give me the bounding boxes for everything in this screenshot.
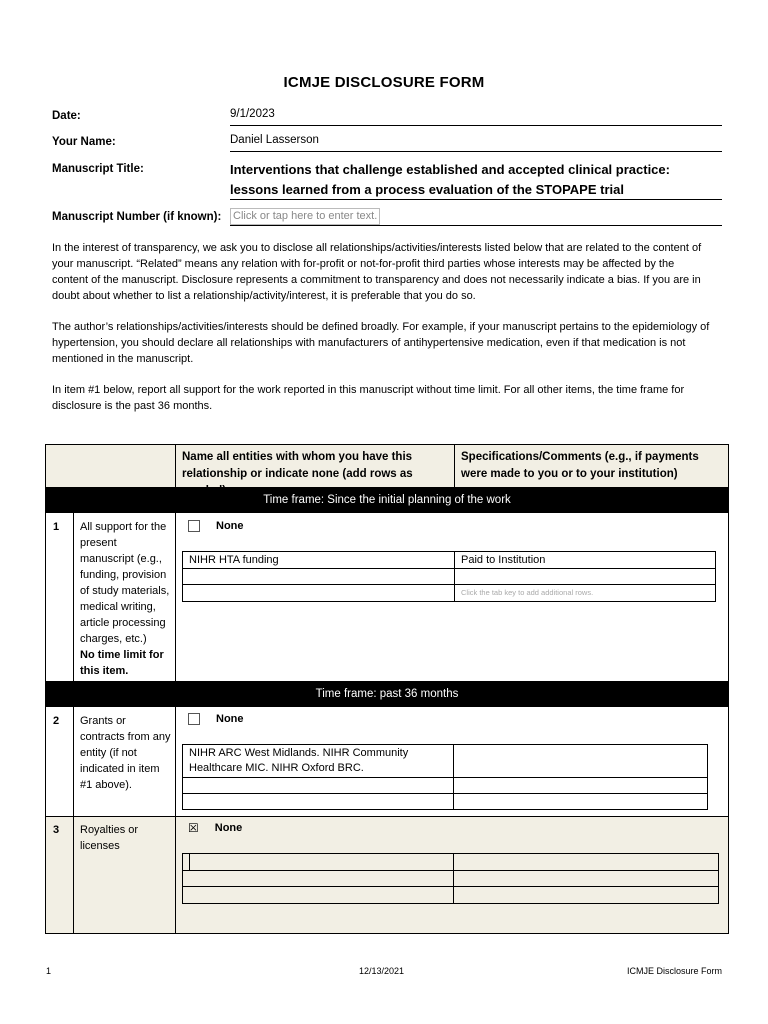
item1-description: [74, 513, 175, 679]
item2-number: 2: [53, 715, 60, 727]
footer-page-number: 1: [46, 966, 52, 976]
manuscript-number-field[interactable]: [230, 208, 722, 226]
item2-none-checkbox[interactable]: [188, 713, 200, 725]
item3-none-option[interactable]: [188, 822, 242, 834]
item3-none-checkbox[interactable]: ☒: [188, 821, 199, 835]
table-row[interactable]: [183, 887, 718, 904]
header-entities: Name all entities with whom you have this relationship or indicate none (add rows as: [182, 451, 413, 480]
item1-none-label: None: [216, 520, 244, 532]
item1-entries: [182, 551, 716, 602]
item2-none-label: None: [216, 713, 244, 725]
date-field[interactable]: 9/1/2023: [230, 108, 722, 126]
page-title: ICMJE DISCLOSURE FORM: [283, 74, 485, 91]
table-row[interactable]: [183, 854, 718, 871]
name-label: Your Name:: [52, 136, 116, 148]
table-row[interactable]: [183, 552, 715, 569]
table-row[interactable]: [183, 778, 707, 794]
item1-none-option[interactable]: [188, 520, 244, 532]
item1-number: 1: [53, 521, 60, 533]
item2-none-option[interactable]: [188, 713, 244, 725]
timeframe-paragraph: In item #1 below, report all support for the work reported in this manuscript without time limit. For all other items, the time frame for disclosure is the past 36 months.: [52, 384, 685, 412]
name-field[interactable]: Daniel Lasserson: [230, 134, 722, 152]
manuscript-title-field[interactable]: [230, 160, 722, 200]
manuscript-number-placeholder[interactable]: Click or tap here to enter text.: [230, 208, 380, 225]
date-label: Date:: [52, 110, 81, 122]
add-rows-hint: Click the tab key to add additional rows.: [461, 588, 594, 597]
item2-entity-1[interactable]: [183, 745, 453, 777]
table-row[interactable]: [183, 569, 715, 585]
manuscript-number-label: Manuscript Number (if known):: [52, 211, 222, 223]
item3-entries: [182, 853, 719, 904]
header-comments: Specifications/Comments (e.g., if payments were made to you or to your institution): [461, 451, 699, 480]
manuscript-title-line1: Interventions that challenge established and accepted clinical practice:: [230, 162, 670, 177]
table-row[interactable]: [183, 871, 718, 887]
intro-paragraph: In the interest of transparency, we ask you to disclose all relationships/activities/interests listed below that are related to the content of your manuscript. “Related” means any relation with for-profit or not-for-profit third parties whose interests may be affected by the content of the manuscript. Disclosure represents a commitment to transparency and does not necessarily indicate a bias. If you are in doubt about whether to list a relationship/activity/interest, it is preferable that you do so.: [52, 242, 702, 302]
timeframe-band-2: Time frame: past 36 months: [46, 681, 728, 707]
footer-date: 12/13/2021: [359, 966, 405, 976]
item3-none-label: None: [214, 822, 243, 834]
table-row[interactable]: [183, 794, 707, 810]
item1-entity-1[interactable]: NIHR HTA funding: [189, 554, 279, 566]
item2-entity-1-line1: NIHR ARC West Midlands. NIHR Community: [189, 747, 409, 759]
item2-description: Grants or contracts from any entity (if not indicated in item #1 above).: [80, 715, 171, 791]
table-row[interactable]: [183, 585, 715, 602]
timeframe-band-1: Time frame: Since the initial planning of the work: [46, 487, 728, 513]
item2-entries: [182, 744, 708, 810]
item1-comment-1[interactable]: Paid to Institution: [461, 554, 546, 566]
definition-paragraph: The author’s relationships/activities/interests should be defined broadly. For example, if your manuscript pertains to the epidemiology of hypertension, you should declare all relationships with manufacturers of antihypertensive medication, even if that medication is not mentioned in the manuscript.: [52, 321, 710, 365]
footer-form-name: ICMJE Disclosure Form: [626, 966, 722, 976]
table-row[interactable]: [183, 745, 707, 778]
item3-description: Royalties or licenses: [80, 824, 139, 852]
item1-none-checkbox[interactable]: [188, 520, 200, 532]
item3-number: 3: [53, 824, 60, 836]
manuscript-title-label: Manuscript Title:: [52, 163, 144, 175]
item1-desc-bold: No time limit for this item.: [80, 649, 164, 677]
disclosure-table: [45, 444, 729, 934]
manuscript-title-line2: lessons learned from a process evaluation of the STOPAPE trial: [230, 182, 624, 197]
item1-desc-text: All support for the present manuscript (e.g., funding, provision of study materials, medical writing, article processing charges, etc.): [80, 521, 170, 645]
item2-entity-1-line2: Healthcare MIC. NIHR Oxford BRC.: [189, 762, 364, 774]
